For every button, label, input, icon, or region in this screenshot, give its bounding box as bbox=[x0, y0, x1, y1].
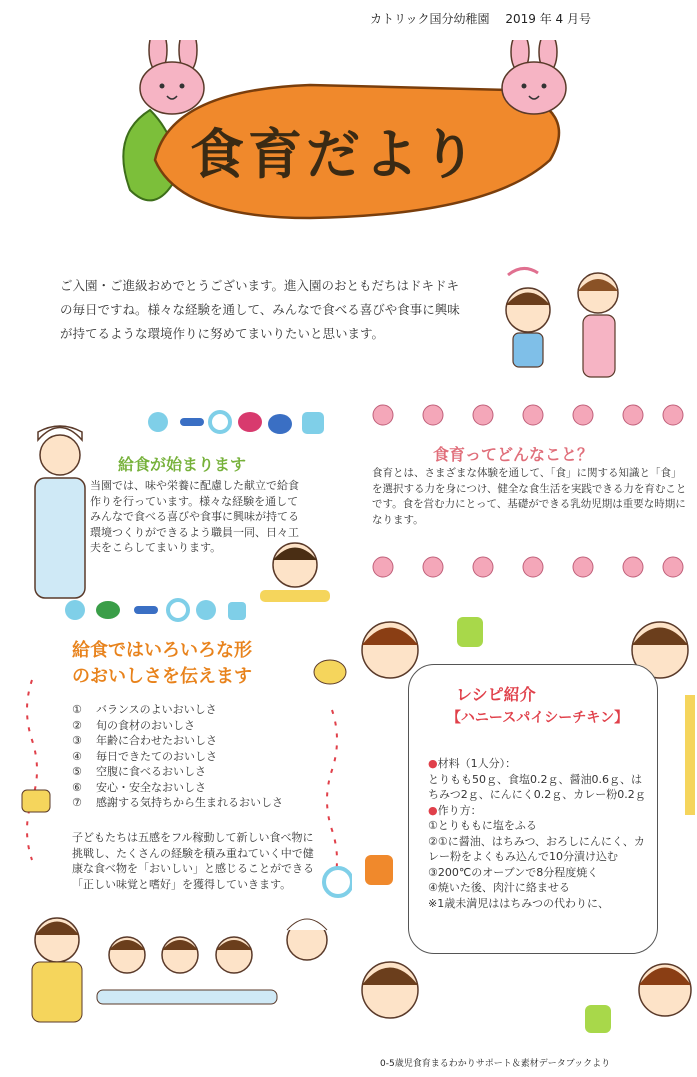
child-teacher-illustration bbox=[488, 255, 638, 385]
flower-border-bottom bbox=[368, 552, 688, 582]
header bbox=[370, 10, 591, 27]
shokuiku-heading: 食育ってどんなこと？ bbox=[433, 445, 594, 464]
intro-text: ご入園・ご進級おめでとうございます。進入園のおともだちはドキドキの毎日ですね。様々な経験を通して、みんなで食べる喜びや食事に興味が持てるような環境作りに努めてまいりたいと思います。 bbox=[60, 278, 460, 341]
recipe-step: ①とりももに塩をふる bbox=[428, 819, 537, 832]
list-item-number: ⑤ bbox=[72, 765, 82, 778]
list-item-text: 安心・安全なおいしさ bbox=[96, 780, 206, 794]
recipe-step: ③200℃のオーブンで8分程度焼く bbox=[428, 865, 599, 879]
steps-label: ●作り方： bbox=[428, 803, 482, 817]
newsletter-title: 食育だより bbox=[190, 123, 480, 186]
forms-heading-line2: のおいしさを伝えます bbox=[72, 666, 252, 687]
lunch-body: 当園では、味や栄養に配慮した献立で給食作りを行っています。様々な経験を通してみんなで食べる喜びや食事に興味が持てる環境つくりができるよう職員一同、日々工夫をこらしてまいります。 bbox=[90, 479, 299, 554]
list-item-text: 空腹に食べるおいしさ bbox=[96, 765, 206, 778]
bunny-left-icon bbox=[140, 40, 204, 114]
list-item-number: ④ bbox=[72, 749, 82, 763]
bunny-right-icon bbox=[502, 40, 566, 114]
list-item-text: バランスのよいおいしさ bbox=[96, 703, 217, 716]
list-item-number: ⑥ bbox=[72, 780, 82, 794]
list-item-text: 毎日できたてのおいしさ bbox=[96, 749, 217, 763]
flower-border-top bbox=[368, 400, 688, 430]
list-item-number: ⑦ bbox=[72, 796, 82, 809]
shokuiku-body: 食育とは、さまざまな体験を通して、「食」に関する知識と「食」を選択する力を身につけ、健全な食生活を実践できる力を育むことです。食を営む力にとって、基礎ができる乳幼児期は重要な時期になります。 bbox=[372, 467, 687, 526]
list-item-number: ③ bbox=[72, 734, 82, 747]
recipe-heading: レシピ紹介 bbox=[456, 685, 536, 704]
recipe-step: ②①に醤油、はちみつ、おろしにんにく、カレー粉をよくもみ込んで10分漬け込む bbox=[428, 834, 645, 863]
list-item-number: ② bbox=[72, 718, 82, 732]
school-name: カトリック国分幼稚園 bbox=[370, 12, 490, 26]
footer-credit: 0-5歳児食育まるわかりサポート＆素材データブックより bbox=[380, 1059, 611, 1069]
recipe-step: ④焼いた後、肉汁に絡ませる bbox=[428, 881, 570, 894]
issue-date: 2019 年 4 月号 bbox=[505, 12, 591, 26]
list-item-text: 旬の食材のおいしさ bbox=[96, 718, 195, 732]
recipe-step: ※1歳未満児ははちみつの代わりに、 bbox=[428, 896, 609, 910]
list-item-number: ① bbox=[72, 703, 82, 716]
recipe-body bbox=[428, 756, 648, 911]
ingredients-text: とりもも50ｇ、食塩0.2ｇ、醤油0.6ｇ、はちみつ2ｇ、にんにく0.2ｇ、カレー粉0.2ｇ bbox=[428, 772, 646, 801]
list-item-text: 年齢に合わせたおいしさ bbox=[96, 734, 217, 747]
lunch-heading: 給食が始まります bbox=[118, 455, 247, 474]
list-item-text: 感謝する気持ちから生まれるおいしさ bbox=[96, 796, 283, 809]
ingredients-label: ●材料（1人分）： bbox=[428, 757, 517, 770]
forms-side-decoration bbox=[12, 650, 352, 1030]
forms-body: 子どもたちは五感をフル稼動して新しい食べ物に挑戦し、たくさんの経験を積み重ねていく中で健康な食べ物を「おいしい」と感じることができる「正しい味覚と嗜好」を獲得していきます。 bbox=[72, 831, 314, 891]
forms-heading-line1: 給食ではいろいろな形 bbox=[72, 640, 252, 661]
recipe-name: 【ハニースパイシーチキン】 bbox=[446, 710, 629, 726]
